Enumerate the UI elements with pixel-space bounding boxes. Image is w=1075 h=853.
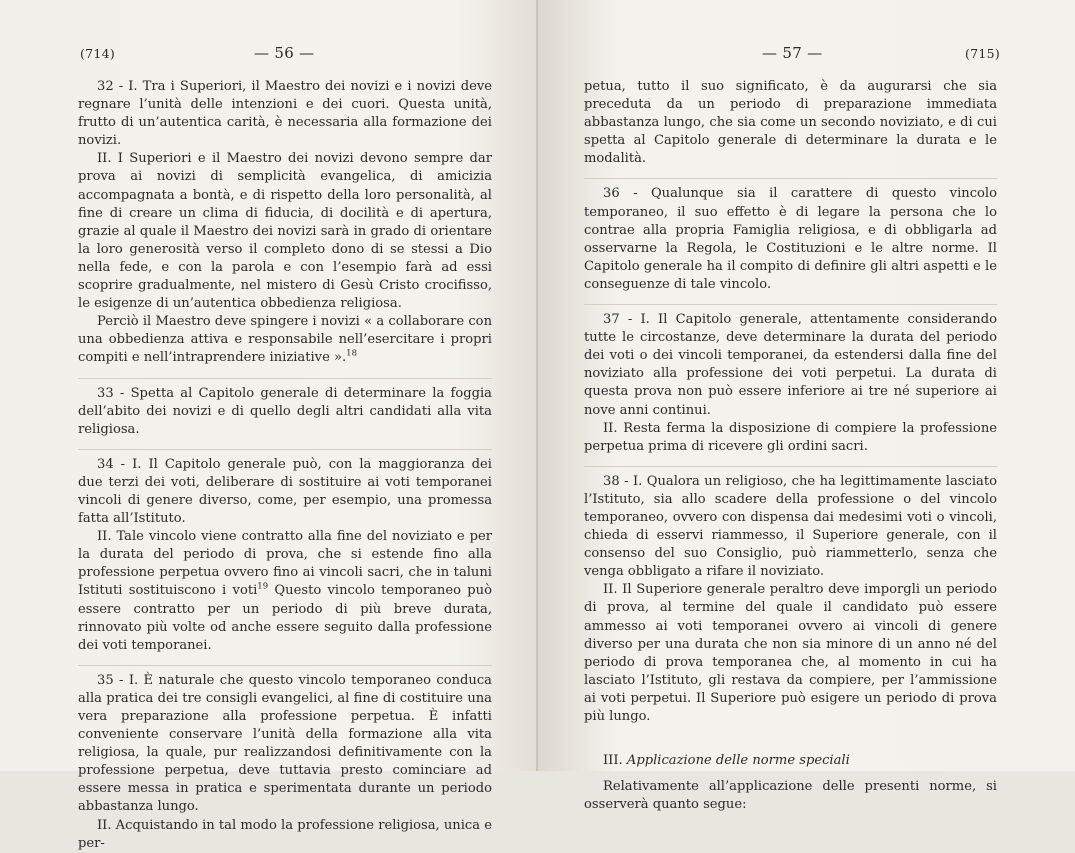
footnote-ref-19: 19 [257,582,269,593]
paragraph-37-ii: II. Resta ferma la disposizione di compiere la professione perpetua prima di ricevere gli ordini sacri. [584,420,997,454]
right-page-number: — 57 — [762,44,823,62]
paragraph-text: Perciò il Maestro deve spingere i novizi « a collaborare con una obbedienza attiva e responsabile nell’esercitare i propri compiti e nell’intraprendere iniziative ». [78,314,492,366]
paragraph-32-ii: II. I Superiori e il Maestro dei novizi devono sempre dar prova ai novizi di semplicità evangelica, di amicizia accompagnata a bontà, e di rispetto della loro personalità, al fine di creare un clima di fiducia, di docilità e di apertura, grazie al quale il Maestro dei novizi sarà in grado di orientare la loro generosità verso il completo dono di se stessi a Dio nella fede, e con la parola e con l’esempio farà ad essi scoprire gradualmente, nel mistero di Gesù Cristo crocifisso, le esigenze di un’autentica obbedienza religiosa. [78,151,492,312]
paragraph-35-i: 35 - I. È naturale che questo vincolo temporaneo conduca alla pratica dei tre consigli evangelici, al fine di costituire una vera preparazione alla professione perpetua. È infatti conveniente conservare l’unità della formazione alla vita religiosa, la quale, pur realizzandosi definitivamente con la professione perpetua, deve tuttavia presto cominciare ad essere messa in pratica e sperimentata durante un periodo abbastanza lungo. [78,665,492,817]
paragraph-38-i: 38 - I. Qualora un religioso, che ha legittimamente lasciato l’Istituto, sia allo scadere della professione o del vincolo temporaneo, ovvero con dispensa dai medesimi voti o vincoli, chieda di esservi riammesso, il Superiore generale, con il consenso del suo Consiglio, può riammetterlo, senza che venga obbligato a rifare il noviziato. [584,466,997,582]
left-page-number-parenthetical: (714) [80,46,116,61]
paragraph-35-ii: II. Acquistando in tal modo la professione religiosa, unica e per- [78,817,492,851]
paragraph-32-i: 32 - I. Tra i Superiori, il Maestro dei novizi e i novizi deve regnare l’unità delle intenzioni e dei cuori. Questa unità, frutto di un’autentica carità, è necessaria alla formazione dei novizi. [78,79,492,149]
paragraph-38-ii: II. Il Superiore generale peraltro deve imporgli un periodo di prova, al termine del quale il candidato può essere ammesso ai voti temporanei ovvero ai vincoli di genere diverso per una durata che non sia minore di un anno né del periodo di prova temporanea che, al momento in cui ha lasciato l’Istituto, gli restava da compiere, per l’ammissione ai voti perpetui. Il Superiore può esigere un periodo di prova più lungo. [584,582,997,724]
paragraph-text-cont: Questo vincolo temporaneo può essere contratto per un periodo di più breve durata, rinnovato più volte od anche essere seguito dalla professione dei voti temporanei. [78,583,492,653]
paragraph-36: 36 - Qualunque sia il carattere di questo vincolo temporaneo, il suo effetto è di legare la persona che lo contrae alla propria Famiglia religiosa, e di obbligarla ad osservarne la Regola, le Costituzioni e le altre norme. Il Capitolo generale ha il compito di definire gli altri aspetti e le conseguenze di tale vincolo. [584,178,997,294]
paragraph-37-i: 37 - I. Il Capitolo generale, attentamente considerando tutte le circostanze, deve determinare la durata del periodo dei voti o dei vincoli temporanei, da estendersi dalla fine del noviziato alla professione dei voti perpetui. La durata di questa prova non può essere inferiore ai tre né superiore ai nove anni continui. [584,304,997,420]
right-text-column [584,78,997,814]
paragraph-33: 33 - Spetta al Capitolo generale di determinare la foggia dell’abito dei novizi e di quello degli altri candidati alla vita religiosa. [78,378,492,439]
paragraph-applicazione: Relativamente all’applicazione delle presenti norme, si osserverà quanto segue: [584,779,997,813]
paragraph-34-ii [78,528,492,655]
right-page-number-parenthetical: (715) [965,46,1001,61]
left-page-number: — 56 — [254,44,315,62]
paragraph-text: II. Tale vincolo viene contratto alla fine del noviziato e per la durata del periodo di prova, che si estende fino alla professione perpetua ovvero fino ai vincoli sacri, che in taluni Istituti sostituiscono i voti [78,529,492,599]
section-heading-iii [584,752,997,770]
section-heading-number: III. [603,753,623,769]
left-text-column [78,78,492,853]
paragraph-35-ii-cont: petua, tutto il suo significato, è da augurarsi che sia preceduta da un periodo di preparazione immediata abbastanza lungo, che sia come un secondo noviziato, e di cui spetta al Capitolo generale di determinare la durata e le modalità. [584,79,997,167]
footnote-ref-18: 18 [346,349,357,360]
section-heading-text: Applicazione delle norme speciali [626,753,850,769]
paragraph-34-i: 34 - I. Il Capitolo generale può, con la maggioranza dei due terzi dei voti, deliberare di sostituire ai voti temporanei vincoli di genere diverso, come, per esempio, una promessa fatta all’Istituto. [78,449,492,528]
paragraph-32-perciò [78,313,492,367]
left-page [0,0,537,851]
